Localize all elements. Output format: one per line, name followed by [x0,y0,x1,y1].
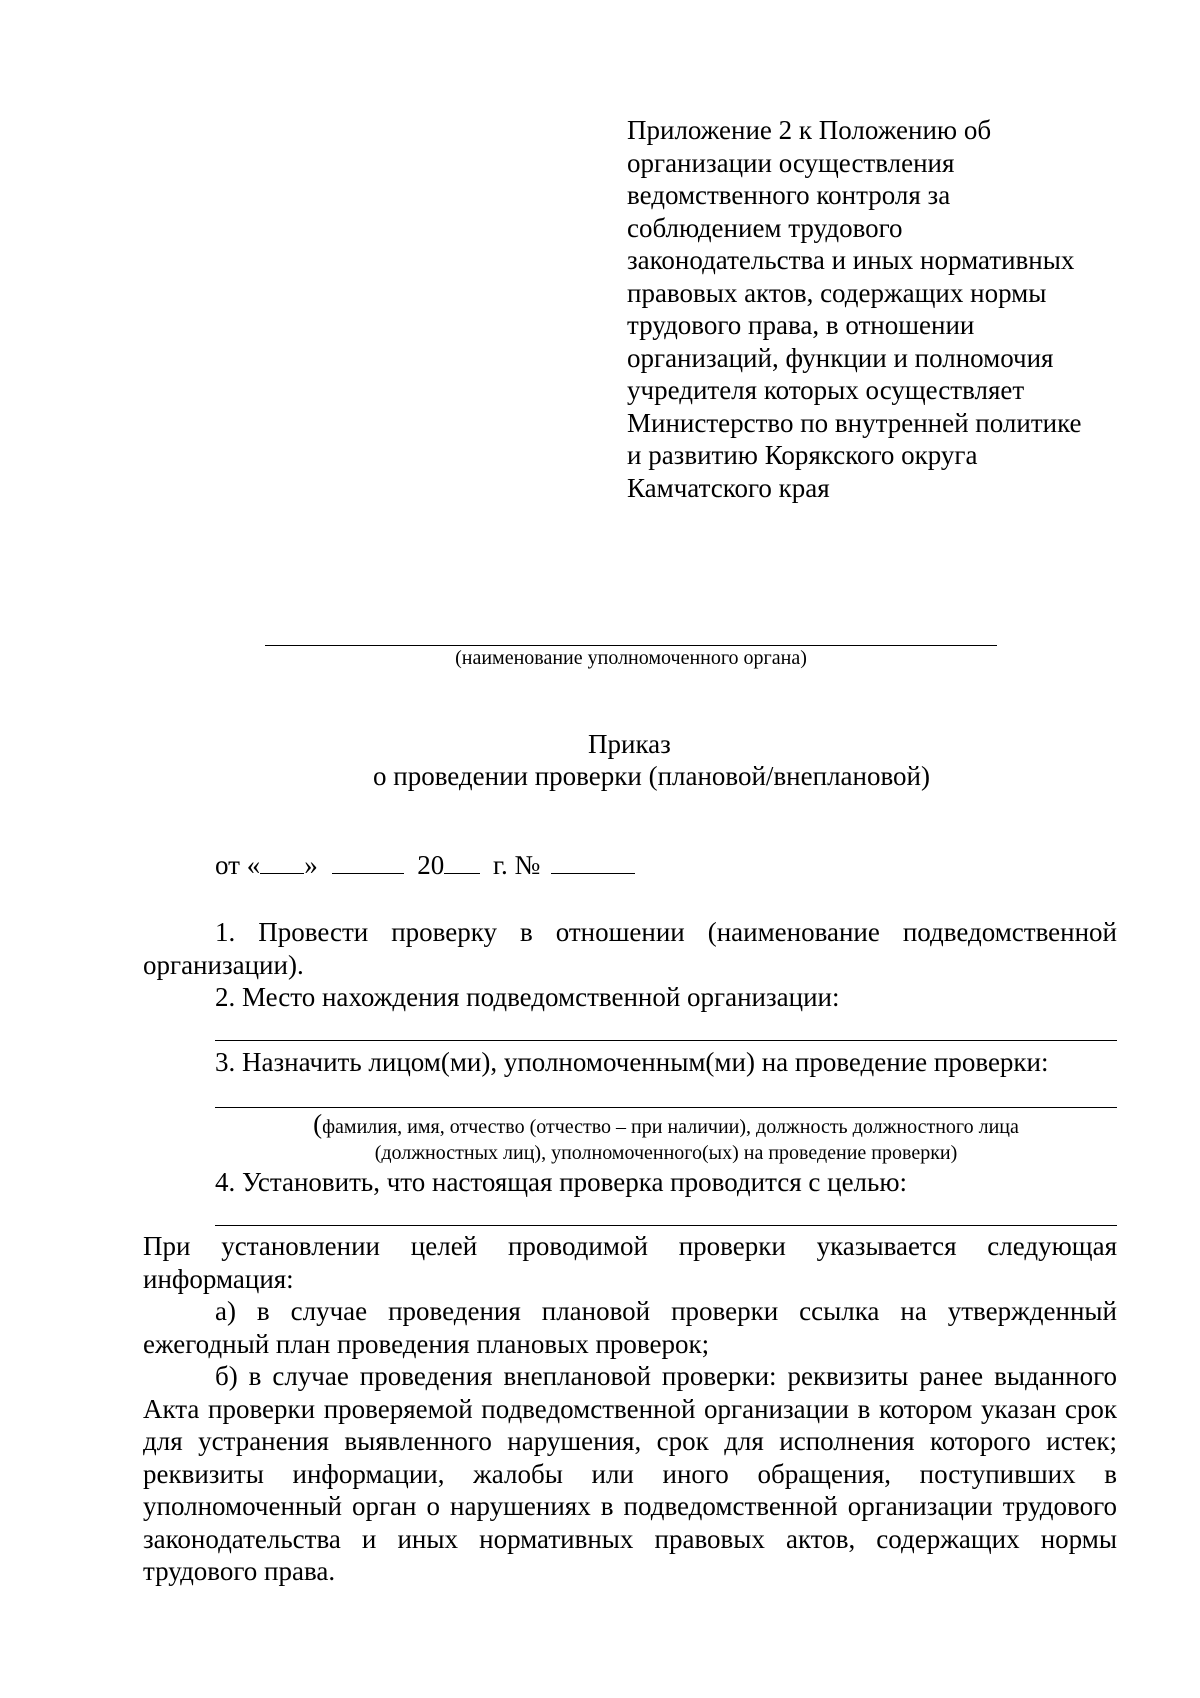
order-date-line [215,847,635,881]
annex-line: учредителя которых осуществляет [627,375,1025,405]
item-4-blank-line [215,1225,1117,1226]
annex-header [627,114,1147,504]
annex-line: соблюдением трудового [627,212,903,243]
info-block [143,1230,1117,1588]
info-a: а) в случае проведения плановой проверки ссылка на утвержденный ежегодный план проведения плановых проверок; [143,1296,1117,1359]
item-3-blank-line [215,1107,1117,1108]
annex-line: правовых актов, содержащих нормы [627,277,1047,308]
annex-line: Камчатского края [627,472,830,503]
order-title: Приказ [588,729,671,759]
date-quote-close: » [304,850,318,880]
number-blank [551,847,635,874]
annex-line: организации осуществления [627,147,955,178]
item-3-caption [215,1111,1117,1166]
item-1 [143,916,1117,981]
item-2-blank-line [215,1040,1117,1041]
annex-line: Приложение 2 к Положению об [627,115,992,145]
month-blank [332,847,404,874]
annex-line: организаций, функции и полномочия [627,342,1054,373]
year-blank [444,847,480,874]
caption-paren: ( [313,1109,323,1139]
annex-line: Министерство по внутренней политике [627,407,1082,438]
caption-line-1: фамилия, имя, отчество (отчество – при наличии), должность должностного лица [322,1116,1019,1138]
item-2-text: 2. Место нахождения подведомственной организации: [215,982,840,1012]
annex-line: ведомственного контроля за [627,180,951,210]
caption-line-2: (должностных лиц), уполномоченного(ых) на проведение проверки) [374,1142,958,1164]
annex-line: трудового права, в отношении [627,310,975,340]
item-1-text: 1. Провести проверку в отношении (наименование подведомственной организации). [143,917,1117,980]
item-4-text: 4. Установить, что настоящая проверка проводится с целью: [215,1167,908,1197]
org-name-caption: (наименование уполномоченного органа) [455,647,807,669]
date-prefix: от « [215,850,261,880]
annex-line: и развитию Корякского округа [627,440,978,470]
item-3-text: 3. Назначить лицом(ми), уполномоченным(ми) на проведение проверки: [215,1047,1049,1077]
annex-line: законодательства и иных нормативных [627,245,1075,275]
day-blank [260,847,304,874]
info-intro: При установлении целей проводимой проверки указывается следующая информация: [143,1231,1117,1294]
info-b: б) в случае проведения внеплановой проверки: реквизиты ранее выданного Акта проверки проверяемой подведомственной организации в котором указан срок для устранения выявленного нарушения, срок для исполнения которого истек; реквизиты информации, жалобы или иного обращения, поступивших в уполномоченный орган о нарушениях в подведомственной организации трудового законодательства и иных нормативных правовых актов, содержащих нормы трудового права. [143,1361,1117,1586]
order-subtitle: о проведении проверки (плановой/внеплановой) [373,761,930,791]
year-prefix: 20 [417,850,445,880]
number-label: г. № [492,850,541,880]
